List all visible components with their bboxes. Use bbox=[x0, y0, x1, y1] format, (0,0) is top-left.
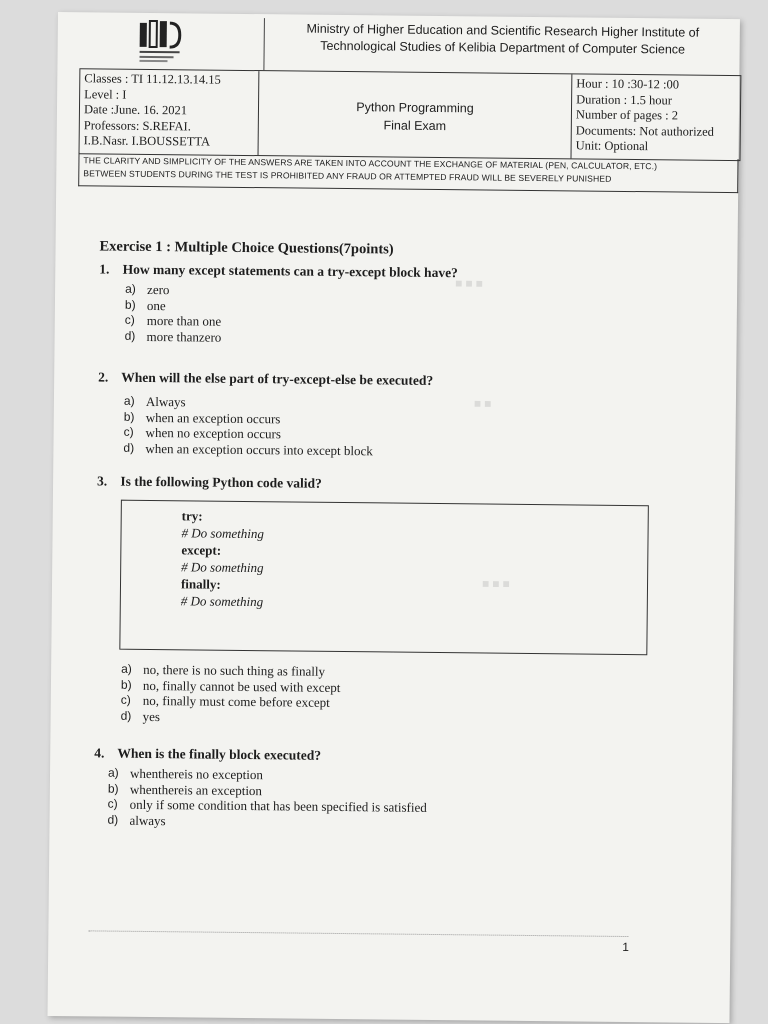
footer-divider bbox=[88, 930, 628, 937]
option-letter: a) bbox=[123, 393, 135, 408]
exam-content bbox=[93, 238, 699, 851]
professors-text: Professors: S.REFAI. bbox=[83, 117, 191, 133]
documents-text: Documents: Not authorized bbox=[575, 122, 715, 139]
option-letter: a) bbox=[125, 281, 136, 296]
option-text: one bbox=[146, 297, 166, 313]
exercise-title: Exercise 1 : Multiple Choice Questions(7points) bbox=[99, 238, 394, 258]
option-list bbox=[97, 393, 698, 461]
question-3 bbox=[95, 473, 698, 729]
option-list bbox=[99, 281, 700, 349]
ministry-line-1: Ministry of Higher Education and Scientific Research Higher Institute of bbox=[306, 21, 700, 40]
code-line: except: bbox=[181, 542, 222, 558]
code-line: # Do something bbox=[181, 559, 264, 576]
option-letter: c) bbox=[120, 692, 131, 707]
level-text: Level : I bbox=[84, 86, 127, 102]
classes-text: Classes : TI 11.12.13.14.15 bbox=[84, 71, 221, 87]
option-letter: b) bbox=[107, 781, 119, 796]
course-info bbox=[259, 71, 572, 158]
exam-details bbox=[570, 74, 740, 160]
option-text: no, finally must come before except bbox=[142, 692, 330, 710]
question-text: When will the else part of try-except-else be executed? bbox=[121, 369, 434, 388]
code-line: # Do something bbox=[181, 525, 264, 542]
exam-title: Final Exam bbox=[383, 118, 447, 134]
page-number: 1 bbox=[622, 939, 630, 955]
question-title bbox=[99, 261, 699, 283]
option-text: more thanzero bbox=[146, 328, 222, 345]
question-number: 4. bbox=[94, 745, 105, 761]
option-list bbox=[95, 661, 696, 729]
option-text: when an exception occurs bbox=[145, 409, 281, 426]
option-letter: a) bbox=[107, 765, 119, 780]
option-text: whenthereis no exception bbox=[129, 765, 263, 783]
option-text: when no exception occurs bbox=[145, 424, 282, 442]
option-list bbox=[93, 765, 694, 833]
option-letter: a) bbox=[121, 661, 132, 676]
class-info bbox=[80, 69, 260, 155]
exam-info-table bbox=[79, 68, 742, 161]
bleed-through-text: ■ ■ ■ bbox=[455, 276, 484, 291]
question-title bbox=[94, 745, 694, 767]
option-text: yes bbox=[142, 708, 161, 724]
option-letter: b) bbox=[123, 409, 135, 424]
question-title bbox=[98, 369, 698, 391]
option-letter: b) bbox=[124, 297, 136, 312]
institute-logo-icon bbox=[135, 19, 191, 64]
option-text: when an exception occurs into except block bbox=[145, 440, 373, 458]
option-letter: c) bbox=[123, 424, 134, 439]
question-text: Is the following Python code valid? bbox=[120, 473, 322, 491]
option-letter: d) bbox=[107, 812, 119, 827]
option-text: always bbox=[129, 812, 166, 828]
question-number: 3. bbox=[97, 473, 108, 489]
option-letter: c) bbox=[124, 312, 135, 327]
exam-page bbox=[47, 12, 739, 1023]
question-number: 2. bbox=[98, 369, 109, 385]
professors-text-2: I.B.Nasr. I.BOUSSETTA bbox=[83, 133, 211, 149]
course-title: Python Programming bbox=[356, 100, 474, 116]
date-text: Date :June. 16. 2021 bbox=[83, 102, 188, 118]
option-text: whenthereis an exception bbox=[129, 781, 263, 798]
unit-text: Unit: Optional bbox=[575, 138, 649, 154]
option-letter: d) bbox=[120, 708, 132, 723]
option-letter: b) bbox=[120, 677, 132, 692]
duration-text: Duration : 1.5 hour bbox=[576, 91, 673, 107]
code-line: try: bbox=[181, 508, 203, 524]
option-letter: c) bbox=[107, 796, 118, 811]
question-title bbox=[97, 473, 697, 495]
exam-warning bbox=[78, 152, 738, 193]
option-text: Always bbox=[145, 393, 186, 410]
hour-text: Hour : 10 :30-12 :00 bbox=[576, 76, 680, 92]
logo-box bbox=[83, 16, 265, 70]
question-1 bbox=[99, 261, 700, 349]
option-text: no, finally cannot be used with except bbox=[142, 677, 341, 695]
exam-header bbox=[78, 16, 740, 203]
code-line: # Do something bbox=[180, 593, 264, 610]
code-snippet bbox=[119, 500, 649, 656]
pages-text: Number of pages : 2 bbox=[575, 107, 679, 123]
warning-line-1: THE CLARITY AND SIMPLICITY OF THE ANSWERS ARE TAKEN INTO ACCOUNT THE EXCHANGE OF MATERIAL (PEN, CALCULATOR, ETC.) bbox=[83, 155, 658, 172]
question-text: When is the finally block executed? bbox=[117, 745, 322, 763]
question-2 bbox=[97, 369, 698, 461]
ministry-line-2: Technological Studies of Kelibia Department of Computer Science bbox=[320, 38, 686, 57]
question-text: How many except statements can a try-except block have? bbox=[122, 261, 458, 281]
bleed-through-text: ■ ■ ■ bbox=[481, 576, 510, 591]
option-letter: d) bbox=[123, 440, 135, 455]
ministry-heading bbox=[265, 18, 740, 77]
code-line: finally: bbox=[180, 576, 221, 592]
question-4 bbox=[93, 745, 694, 833]
option-text: only if some condition that has been specified is satisfied bbox=[129, 796, 427, 815]
warning-line-2: BETWEEN STUDENTS DURING THE TEST IS PROHIBITED ANY FRAUD OR ATTEMPTED FRAUD WILL BE SEVERELY PUNISHED bbox=[83, 168, 612, 184]
option-letter: d) bbox=[124, 328, 136, 343]
option-text: no, there is no such thing as finally bbox=[143, 661, 326, 679]
option-text: more than one bbox=[146, 312, 222, 329]
option-text: zero bbox=[147, 281, 170, 298]
bleed-through-text: ■ ■ bbox=[473, 396, 492, 411]
question-number: 1. bbox=[99, 261, 110, 277]
